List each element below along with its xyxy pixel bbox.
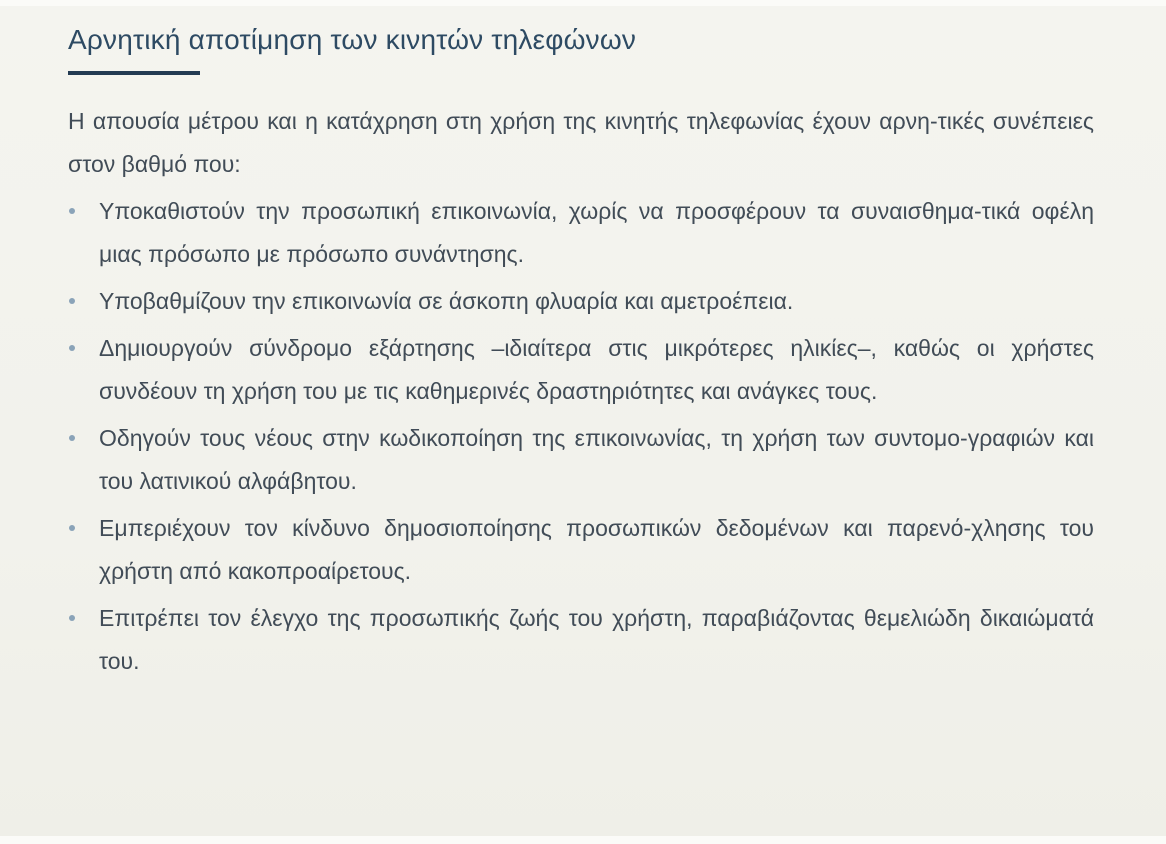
- bullet-text: Υποκαθιστούν την προσωπική επικοινωνία, χωρίς να προσφέρουν τα συναισθημα-τικά οφέλη μιας πρόσωπο με πρόσωπο συνάντησης.: [99, 198, 1094, 267]
- bullet-item: [68, 507, 1094, 593]
- bullet-item: [68, 417, 1094, 503]
- bullet-item: [68, 190, 1094, 276]
- bullet-text: Οδηγούν τους νέους στην κωδικοποίηση της επικοινωνίας, τη χρήση των συντομο-γραφιών και του λατινικού αλφάβητου.: [99, 425, 1094, 494]
- bullet-item: [68, 280, 1094, 323]
- bullet-dot-icon: [69, 345, 75, 351]
- bullet-dot-icon: [69, 208, 75, 214]
- bullet-text: Δημιουργούν σύνδρομο εξάρτησης –ιδιαίτερα στις μικρότερες ηλικίες–, καθώς οι χρήστες συνδέουν τη χρήση του με τις καθημερινές δραστηριότητες και ανάγκες τους.: [99, 335, 1094, 404]
- bullet-item: [68, 597, 1094, 683]
- bullet-item: [68, 327, 1094, 413]
- bullet-dot-icon: [69, 525, 75, 531]
- bullet-text: Εμπεριέχουν τον κίνδυνο δημοσιοποίησης προσωπικών δεδομένων και παρενό-χλησης του χρήστη από κακοπροαίρετους.: [99, 515, 1094, 584]
- section-body: [68, 100, 1094, 687]
- bullet-dot-icon: [69, 298, 75, 304]
- intro-paragraph: Η απουσία μέτρου και η κατάχρηση στη χρήση της κινητής τηλεφωνίας έχουν αρνη-τικές συνέπειες στον βαθμό που:: [68, 108, 1094, 177]
- bullet-dot-icon: [69, 435, 75, 441]
- page-bottom-edge: [0, 836, 1166, 844]
- bullet-list: [68, 190, 1094, 683]
- bullet-text: Υποβαθμίζουν την επικοινωνία σε άσκοπη φλυαρία και αμετροέπεια.: [99, 288, 794, 314]
- title-underline: [68, 71, 200, 75]
- section-title: Αρνητική αποτίμηση των κινητών τηλεφώνων: [68, 24, 637, 55]
- page-top-edge: [0, 0, 1166, 6]
- bullet-dot-icon: [69, 615, 75, 621]
- bullet-text: Επιτρέπει τον έλεγχο της προσωπικής ζωής του χρήστη, παραβιάζοντας θεμελιώδη δικαιώματά του.: [99, 605, 1094, 674]
